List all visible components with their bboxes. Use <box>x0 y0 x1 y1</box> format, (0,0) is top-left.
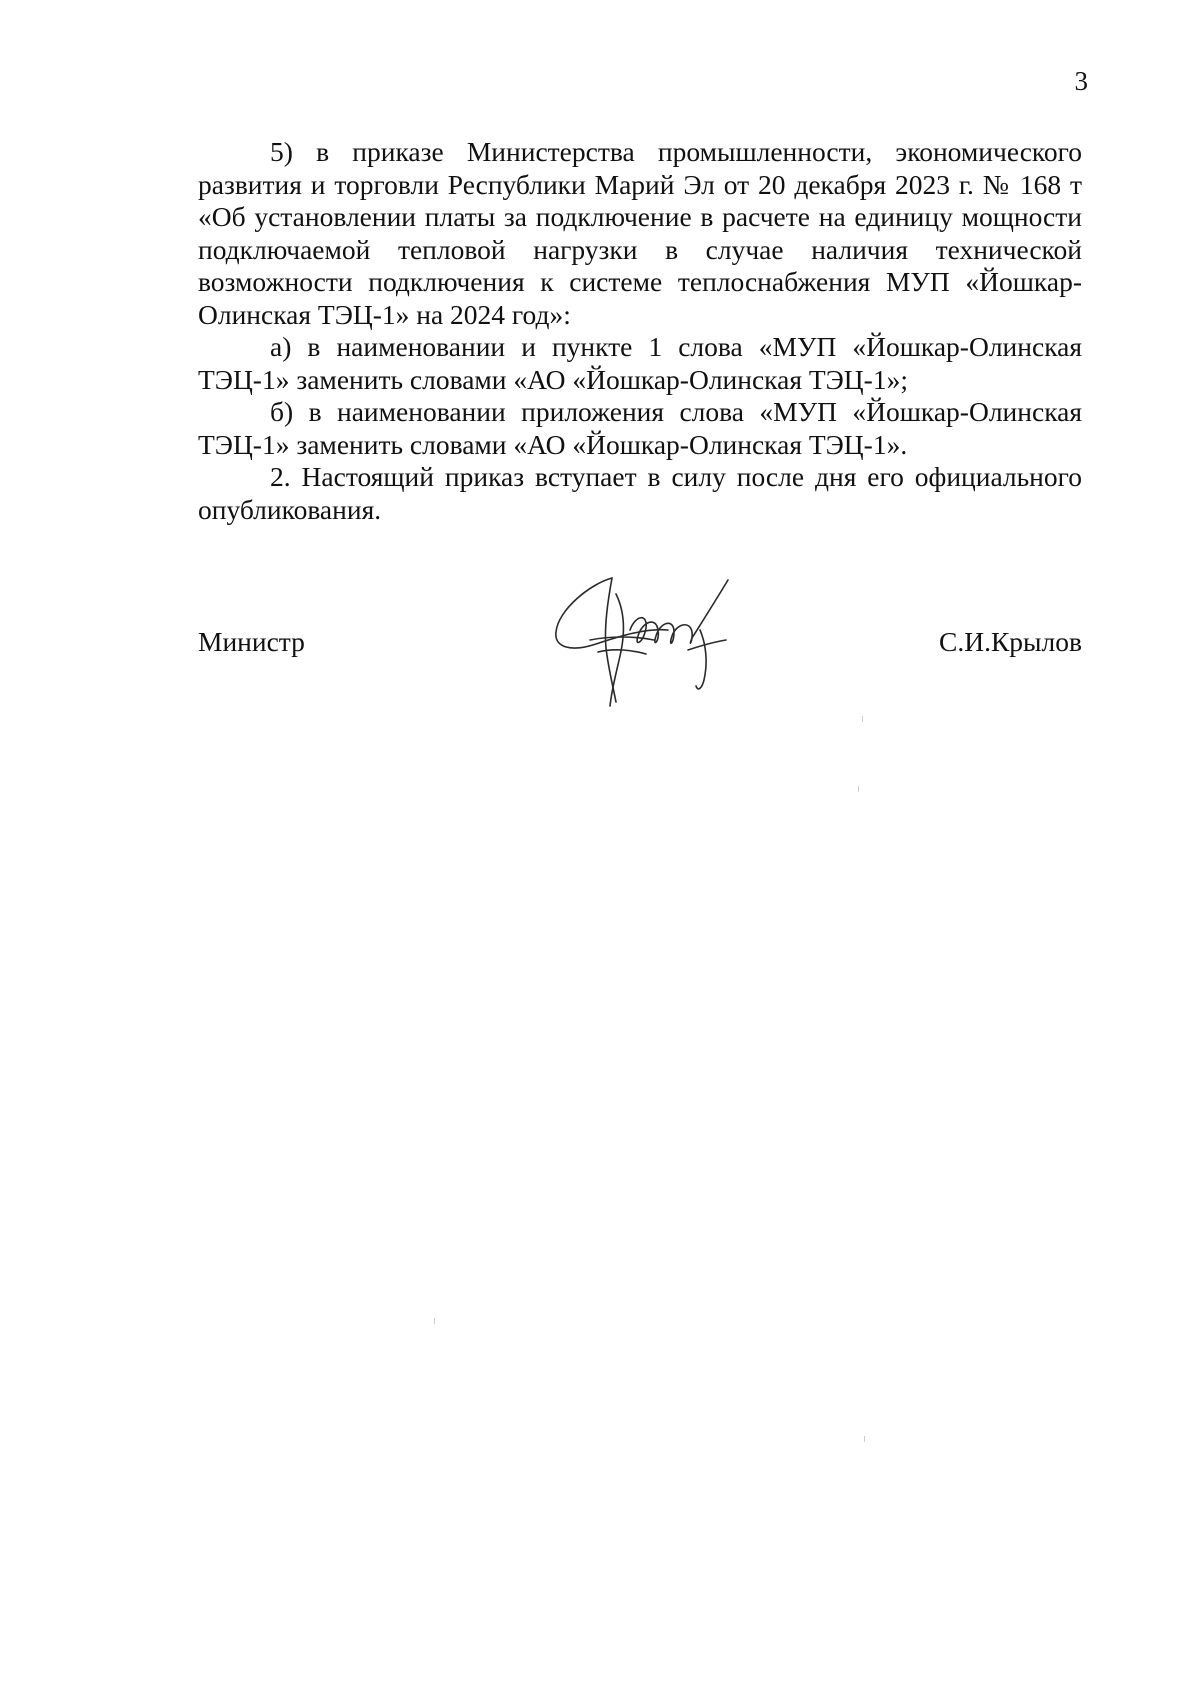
handwritten-signature <box>550 570 760 710</box>
paragraph-item-2: 2. Настоящий приказ вступает в силу после дня его официального опубликования. <box>198 461 1082 525</box>
document-body <box>198 136 1082 526</box>
signature-block <box>198 570 1082 710</box>
scan-speck <box>864 1436 865 1442</box>
signatory-name: С.И.Крылов <box>939 626 1082 657</box>
page-number: 3 <box>1074 66 1088 96</box>
paragraph-item-5: 5) в приказе Министерства промышленности, экономического развития и торговли Республики Марий Эл от 20 декабря 2023 г. № 168 т «Об установлении платы за подключение в расчете на единицу мощности подключаемой тепловой нагрузки в случае наличия технической возможности подключения к системе теплоснабжения МУП «Йошкар-Олинская ТЭЦ-1» на 2024 год»: <box>198 136 1082 330</box>
scan-speck <box>434 1318 435 1324</box>
scan-speck <box>858 786 859 792</box>
paragraph-subitem-b: б) в наименовании приложения слова «МУП «Йошкар-Олинская ТЭЦ-1» заменить словами «АО «Йошкар-Олинская ТЭЦ-1». <box>198 396 1082 460</box>
scan-speck <box>862 716 863 722</box>
paragraph-subitem-a: а) в наименовании и пункте 1 слова «МУП «Йошкар-Олинская ТЭЦ-1» заменить словами «АО «Йошкар-Олинская ТЭЦ-1»; <box>198 331 1082 395</box>
signatory-title: Министр <box>198 626 305 657</box>
